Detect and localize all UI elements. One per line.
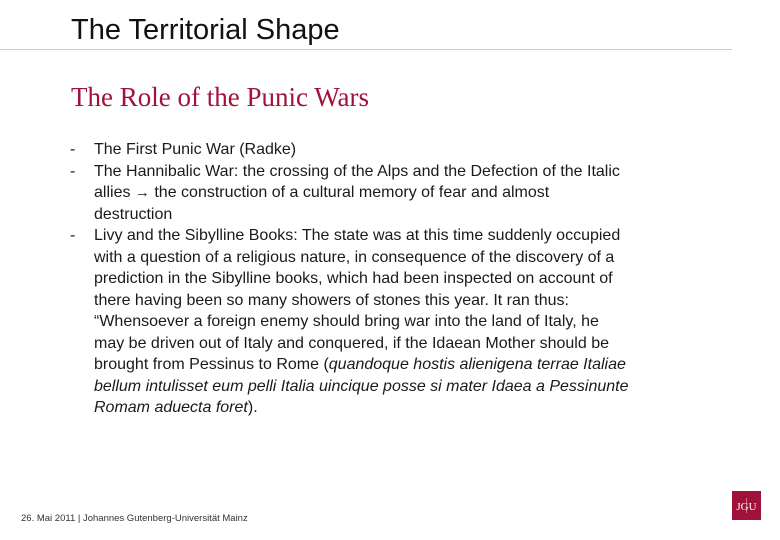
bullet-text: Livy and the Sibylline Books: The state was at this time suddenly occupied with a question of a religious nature, in consequence of the discovery of a prediction in the Sibylline books, which had been inspected on account of there having been so many showers of stones this year. It ran thus: “Whensoever a foreign enemy should bring war into the land of Italy, he may be driven out of Italy and conquered, if the Idaean Mother should be brought from Pessinus to Rome ( [94, 227, 621, 373]
bullet-text-closing: ). [247, 399, 258, 416]
bullet-text-continued: the construction of a cultural memory of fear and almost destruction [94, 184, 550, 223]
footer-text: 26. Mai 2011 | Johannes Gutenberg-Universität Mainz [21, 513, 248, 524]
slide-title: The Territorial Shape [71, 14, 340, 46]
logo-text: JGU [736, 501, 757, 513]
university-logo [732, 491, 761, 520]
arrow-right-icon: → [134, 184, 150, 201]
bullet-dash: - [70, 227, 76, 244]
bullet-text: The Hannibalic War: the crossing of the Alps and the Defection of the Italic allies [94, 162, 620, 201]
bullet-dash: - [70, 162, 76, 180]
bullet-item-hannibalic-war [70, 161, 630, 226]
bullet-text: The First Punic War (Radke) [94, 141, 297, 158]
latin-quotation: quandoque hostis alienigena terrae Italiae bellum intulisset eum pelli Italia uincique posse si mater Idaea a Pessinunte Romam aduecta foret [94, 356, 629, 416]
bullet-list [70, 139, 630, 419]
bullet-dash: - [70, 141, 76, 158]
slide-subtitle: The Role of the Punic Wars [71, 82, 370, 112]
title-divider [0, 49, 732, 50]
jgu-logo-icon [732, 491, 761, 520]
bullet-item-livy-sibylline [70, 225, 630, 419]
bullet-item-first-punic-war [70, 139, 630, 161]
